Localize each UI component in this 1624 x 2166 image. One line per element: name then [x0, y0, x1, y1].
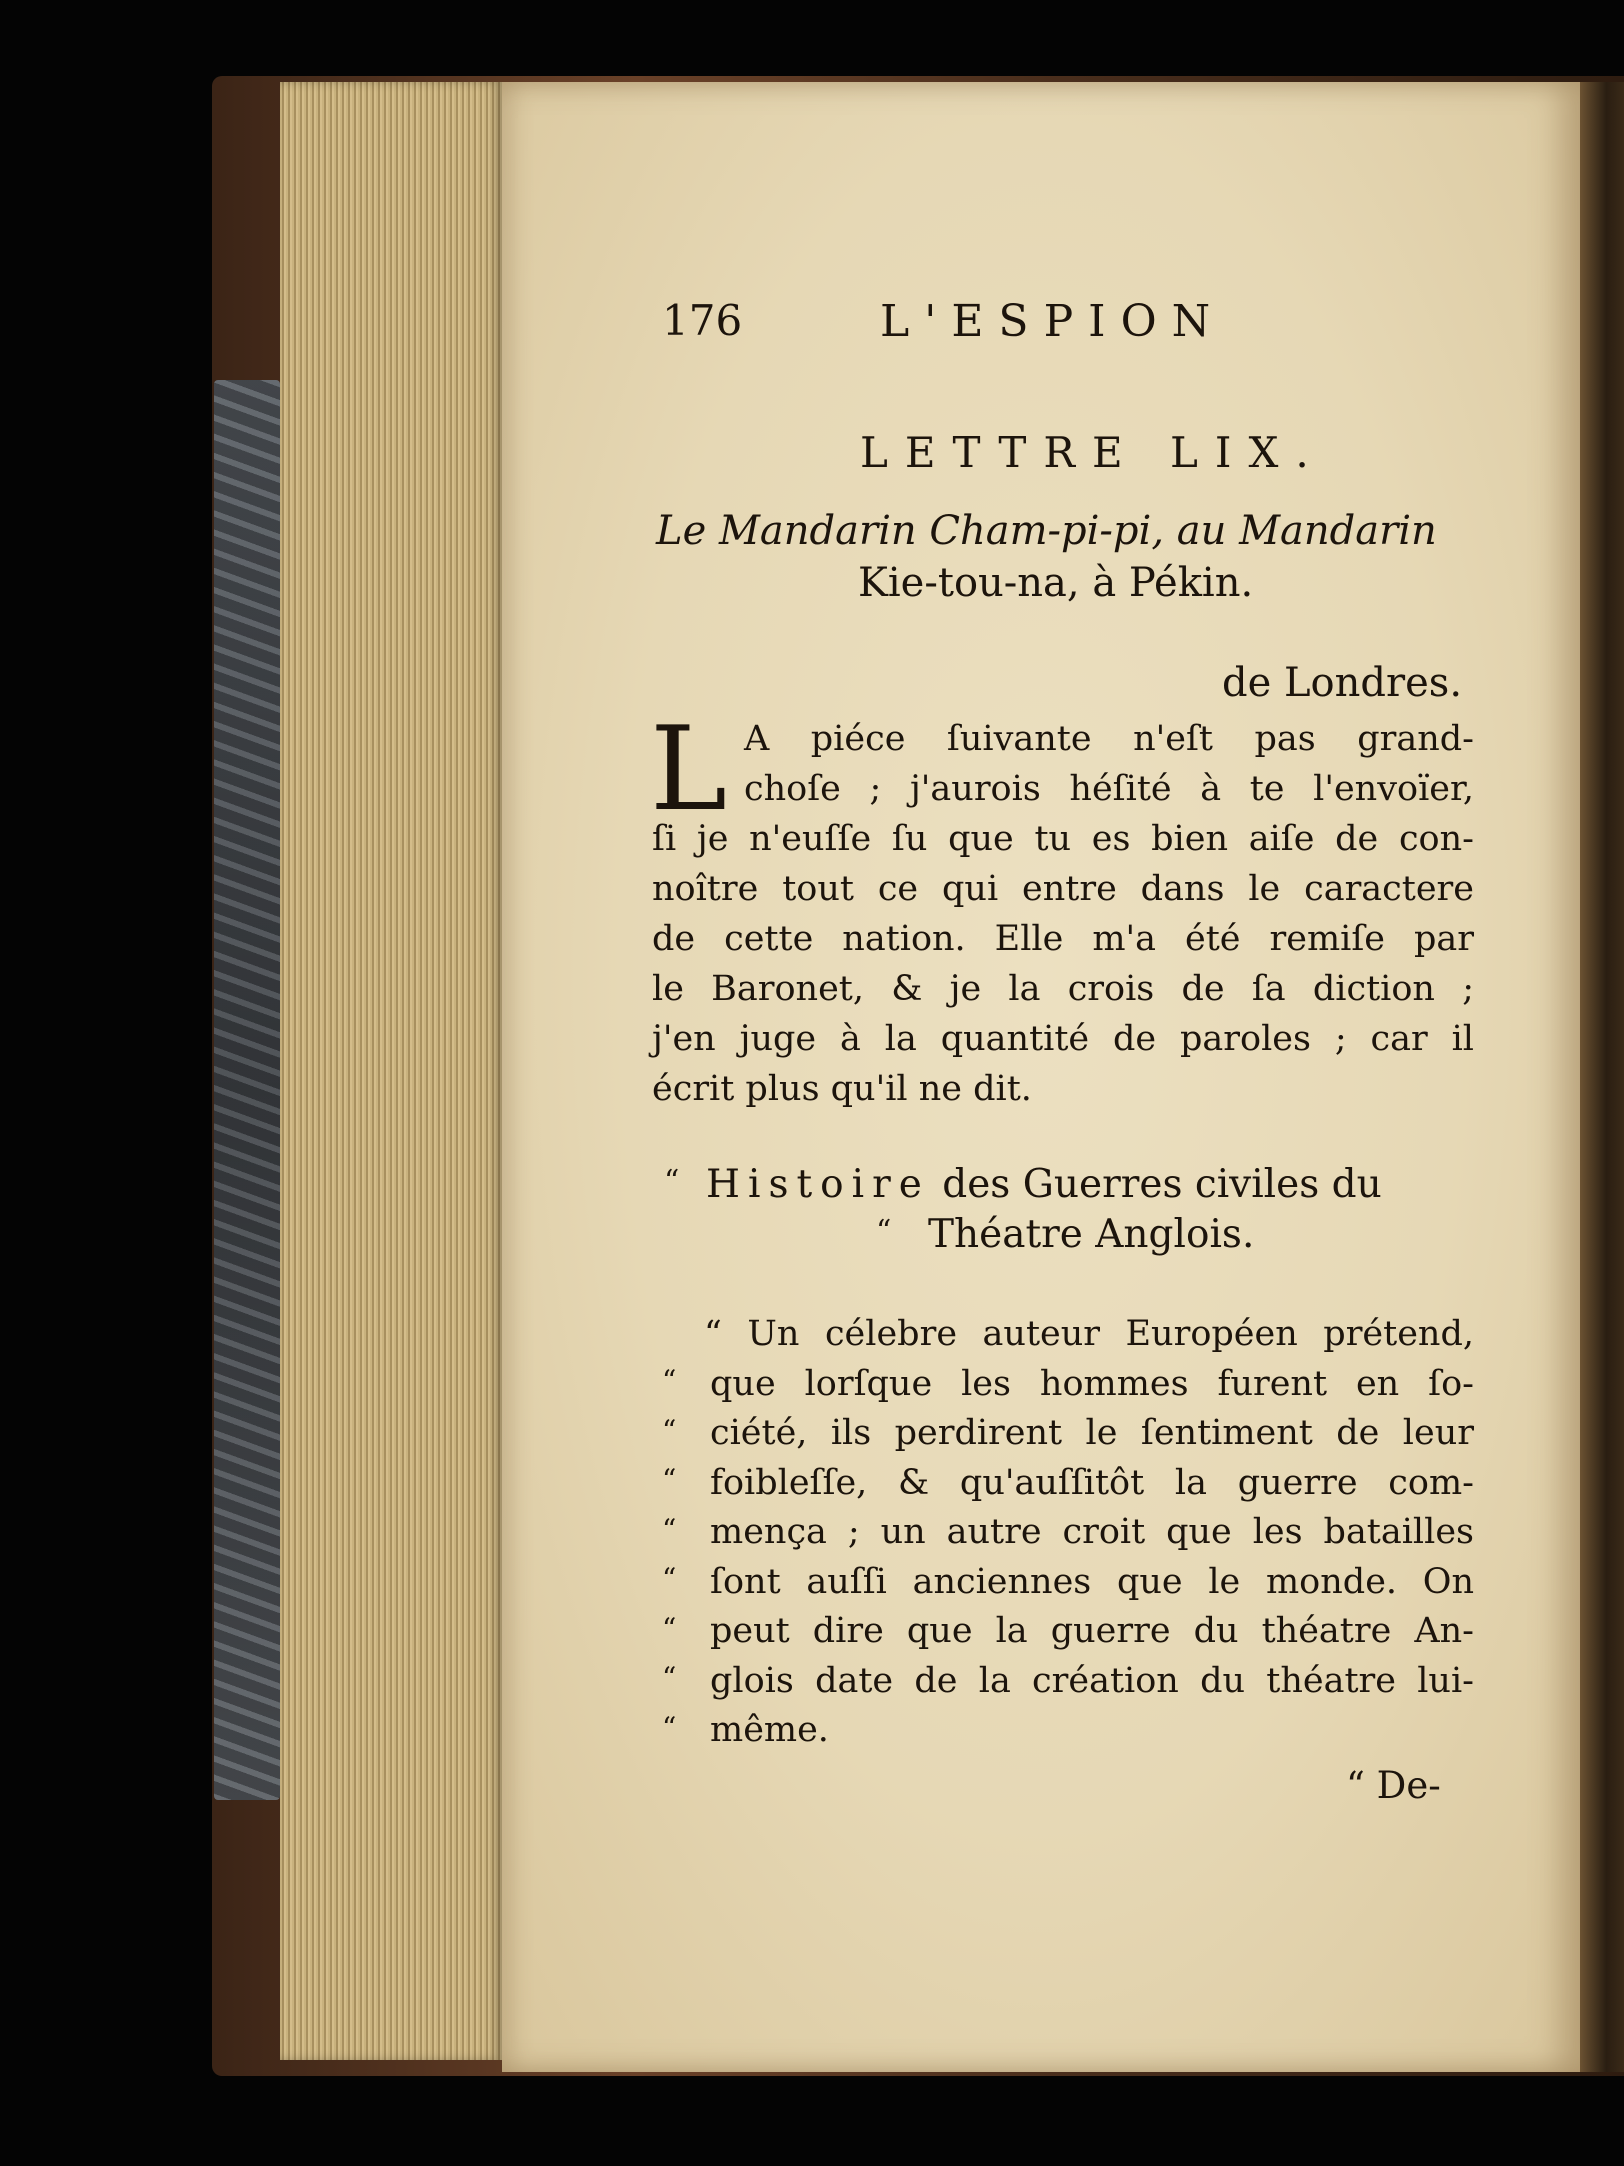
- body-line: choſe ; j'aurois héſité à te l'envoïer,: [744, 769, 1474, 809]
- story-title-rest: des Guerres civiles du: [942, 1162, 1382, 1207]
- margin-quote: “: [662, 1611, 677, 1645]
- book-gutter: [1580, 82, 1624, 2072]
- story-line: mença ; un autre croit que les batailles: [710, 1512, 1474, 1552]
- story-body: [704, 1310, 1474, 1756]
- story-line: peut dire que la guerre du théatre An-: [710, 1611, 1474, 1651]
- letter-address-line-2: Kie-tou-na, à Pékin.: [858, 560, 1254, 606]
- story-line: même.: [710, 1710, 829, 1750]
- story-title-line-2: Théatre Anglois.: [928, 1212, 1255, 1257]
- margin-quote: “: [662, 1710, 677, 1744]
- story-line: ciété, ils perdirent le ſentiment de leur: [710, 1413, 1474, 1453]
- letter-heading: LETTRE LIX.: [860, 428, 1326, 477]
- catchword: “ De-: [1346, 1764, 1441, 1807]
- body-line: noître tout ce qui entre dans le caractere: [652, 869, 1474, 909]
- story-title-line-1: [706, 1162, 1382, 1207]
- title-open-quote: “: [664, 1164, 680, 1199]
- body-line: j'en juge à la quantité de paroles ; car il: [652, 1019, 1474, 1059]
- margin-quote: “: [662, 1364, 677, 1397]
- story-title-smallcaps: Histoire: [706, 1162, 930, 1207]
- margin-quote: “: [662, 1562, 677, 1595]
- letter-place: de Londres.: [1222, 660, 1463, 706]
- body-line: le Baronet, & je la crois de ſa diction ;: [652, 969, 1474, 1009]
- story-line: glois date de la création du théatre lui-: [710, 1660, 1474, 1701]
- body-line: de cette nation. Elle m'a été remiſe par: [652, 919, 1474, 959]
- page-edges: [280, 82, 502, 2060]
- margin-quote: “: [662, 1463, 677, 1496]
- body-line: écrit plus qu'il ne dit.: [652, 1069, 1032, 1109]
- story-line: ſont auſſi anciennes que le monde. On: [710, 1561, 1474, 1602]
- story-line: que lorſque les hommes furent en ſo-: [710, 1363, 1474, 1404]
- story-line: “ Un célebre auteur Européen prétend,: [704, 1314, 1474, 1354]
- body-line: ſi je n'euſſe ſu que tu es bien aiſe de con-: [652, 819, 1474, 859]
- drop-cap: L: [650, 702, 728, 837]
- letter-body: [650, 702, 1474, 1114]
- marbled-spine: [214, 380, 280, 1800]
- story-line: foibleſſe, & qu'auſſitôt la guerre com-: [710, 1462, 1474, 1503]
- margin-quote: “: [662, 1661, 677, 1694]
- body-line: A piéce ſuivante n'eſt pas grand-: [744, 719, 1474, 759]
- title-line2-quote: “: [876, 1214, 892, 1249]
- margin-quote: “: [662, 1413, 677, 1447]
- running-title: L'ESPION: [880, 296, 1226, 347]
- page-number: 176: [662, 296, 743, 345]
- letter-address-line-1: Le Mandarin Cham-pi-pi, au Mandarin: [656, 508, 1437, 554]
- margin-quote: “: [662, 1512, 677, 1546]
- margin-quote-marks: [662, 1356, 676, 1752]
